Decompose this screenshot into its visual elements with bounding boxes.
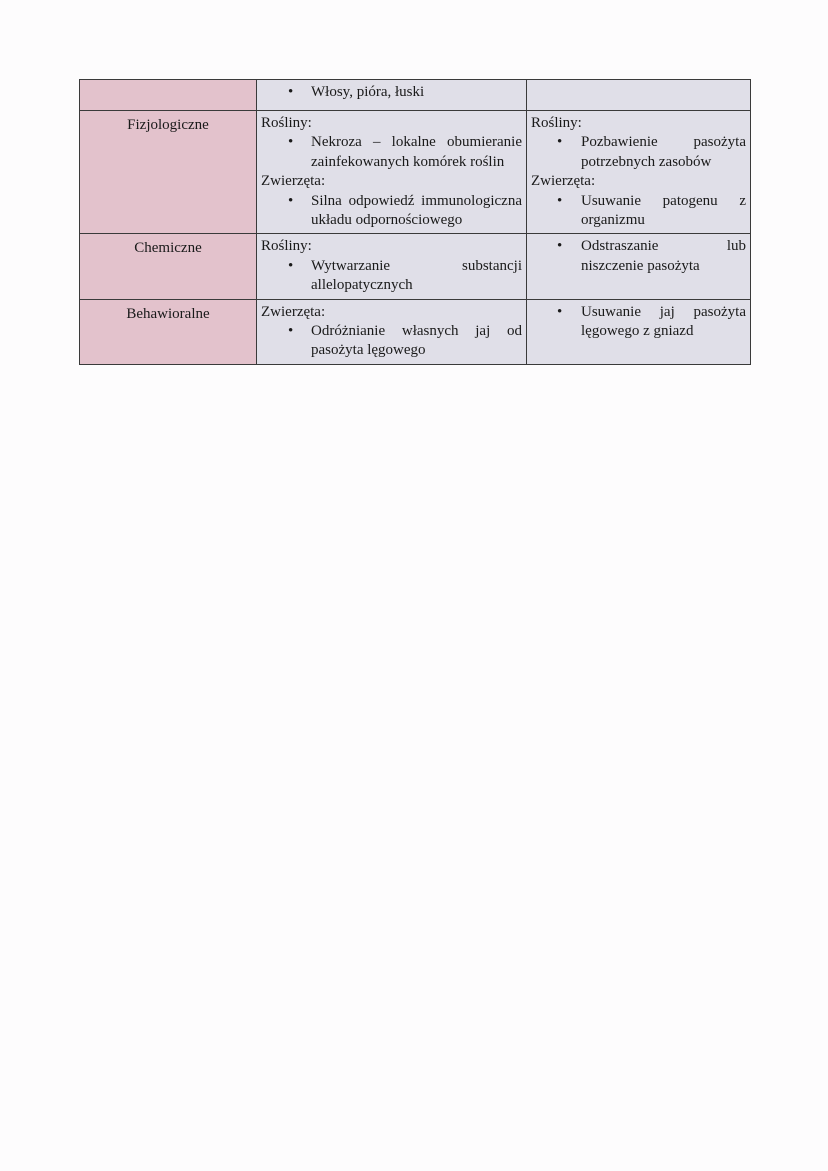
category-cell: Behawioralne (80, 299, 257, 364)
group-label: Rośliny: (531, 115, 582, 131)
group-label: Zwierzęta: (261, 303, 326, 320)
bullet-list (531, 133, 746, 172)
group-label: Rośliny: (261, 238, 312, 255)
effect-cell (527, 299, 751, 364)
list-item: • Włosy, pióra, łuski (261, 83, 522, 102)
bullet-list (261, 322, 522, 361)
effect-cell (527, 80, 751, 111)
group-label: Zwierzęta: (261, 173, 326, 190)
mechanism-cell (257, 111, 527, 234)
bullet-list (261, 257, 522, 296)
bullet-list (531, 237, 746, 276)
table-row (80, 80, 751, 111)
bullet-list (531, 303, 746, 342)
bullet-list (261, 83, 522, 102)
bullet-list (261, 133, 522, 172)
group-label: Zwierzęta: (531, 173, 596, 190)
effect-cell (527, 111, 751, 234)
group-label: Rośliny: (261, 115, 312, 131)
bullet-list (531, 192, 746, 231)
list-item: • Wytwarzanie substancji allelopatycznych (261, 257, 522, 296)
list-item: • Usuwanie jaj pasożyta lęgowego z gniazd (531, 303, 746, 342)
category-cell: Chemiczne (80, 234, 257, 299)
list-item: • Silna odpowiedź immunologiczna układu odpornościowego (261, 192, 522, 231)
mechanism-cell (257, 299, 527, 364)
effect-cell (527, 234, 751, 299)
defense-table (79, 79, 751, 365)
list-item: • Nekroza – lokalne obumieranie zainfekowanych komórek roślin (261, 133, 522, 172)
category-cell (80, 80, 257, 111)
bullet-list (261, 192, 522, 231)
list-item: • Odróżnianie własnych jaj od pasożyta lęgowego (261, 322, 522, 361)
mechanism-cell (257, 234, 527, 299)
table-row (80, 234, 751, 299)
mechanism-cell (257, 80, 527, 111)
list-item: • Usuwanie patogenu z organizmu (531, 192, 746, 231)
table-row (80, 111, 751, 234)
list-item: • Pozbawienie pasożyta potrzebnych zasobów (531, 133, 746, 172)
table-row (80, 299, 751, 364)
list-item: • Odstraszanie lub niszczenie pasożyta (531, 237, 746, 276)
category-cell: Fizjologiczne (80, 111, 257, 234)
